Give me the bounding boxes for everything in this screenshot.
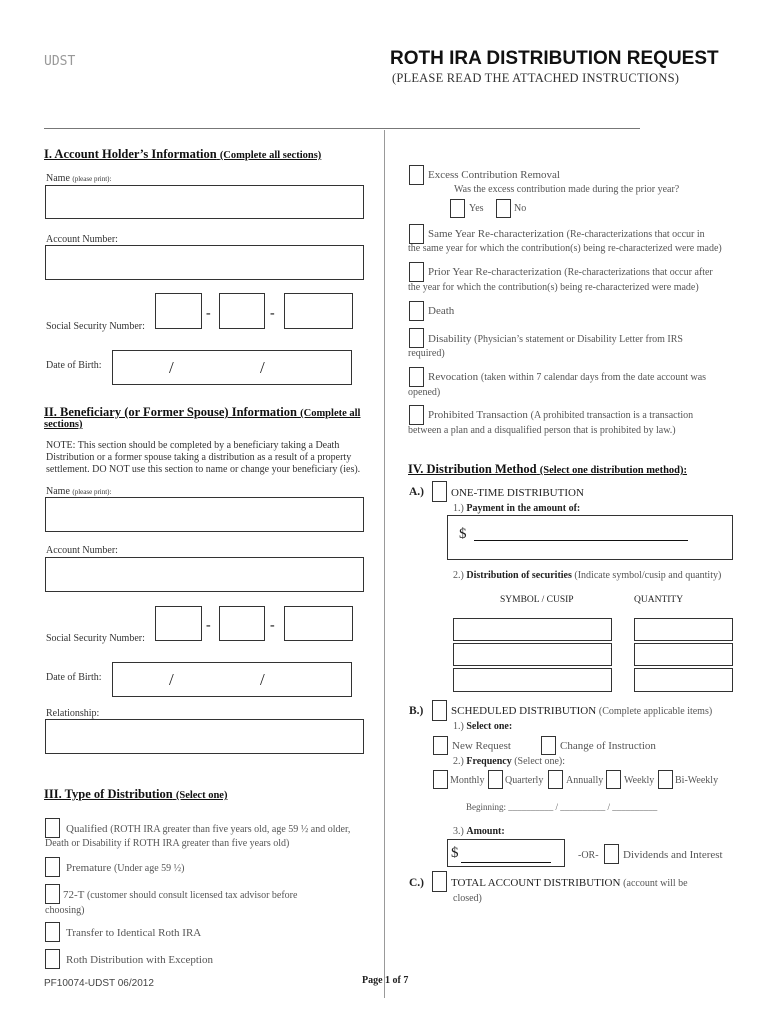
total-distribution-checkbox[interactable] <box>432 871 447 892</box>
biweekly-label: Bi-Weekly <box>675 775 719 786</box>
beneficiary-ssn-part1[interactable] <box>155 606 202 641</box>
holder-ssn-part3[interactable] <box>284 293 353 329</box>
beneficiary-dob-field[interactable]: / / <box>112 662 352 697</box>
transfer-label: Transfer to Identical Roth IRA <box>66 927 202 939</box>
form-id: PF10074-UDST 06/2012 <box>44 978 154 989</box>
name-label: Name (please print): <box>46 486 112 497</box>
section3-heading: III. Type of Distribution (Select one) <box>44 787 228 801</box>
form-code: UDST <box>44 54 76 69</box>
holder-ssn-part1[interactable] <box>155 293 202 329</box>
biweekly-checkbox[interactable] <box>658 770 673 789</box>
disability-label: Disability (Physician’s statement or Disability Letter from IRS <box>428 333 683 345</box>
exception-label: Roth Distribution with Exception <box>66 954 213 966</box>
death-label: Death <box>428 305 455 317</box>
symbol-field-1[interactable] <box>453 618 612 641</box>
dividends-label: Dividends and Interest <box>623 849 723 861</box>
yes-label: Yes <box>469 203 484 214</box>
amount-input[interactable] <box>462 843 552 863</box>
name-label: Name (please print): <box>46 173 112 184</box>
same-year-note: the same year for which the contribution(s) being re-characterized were made) <box>408 243 722 254</box>
symbol-field-2[interactable] <box>453 643 612 666</box>
payment-amount-input[interactable] <box>473 523 689 545</box>
account-number-label: Account Number: <box>46 234 118 245</box>
yes-checkbox[interactable] <box>450 199 465 218</box>
amount-box: $ <box>447 839 565 867</box>
section2-heading: II. Beneficiary (or Former Spouse) Information (Complete all <box>44 405 361 419</box>
annually-label: Annually <box>566 775 604 786</box>
holder-dob-field[interactable]: / / <box>112 350 352 385</box>
relationship-label: Relationship: <box>46 708 100 719</box>
excess-question: Was the excess contribution made during the prior year? <box>454 184 680 195</box>
section1-heading: I. Account Holder’s Information (Complete all sections) <box>44 147 322 161</box>
prohibited-note: between a plan and a disqualified person that is prohibited by law.) <box>408 425 676 436</box>
securities-label: 2.) Distribution of securities (Indicate symbol/cusip and quantity) <box>453 570 722 581</box>
column-divider <box>384 130 385 998</box>
section2-heading-cont: sections) <box>44 419 83 430</box>
disability-note: required) <box>408 348 445 359</box>
account-number-label: Account Number: <box>46 545 118 556</box>
monthly-label: Monthly <box>450 775 485 786</box>
relationship-field[interactable] <box>45 719 364 754</box>
symbol-header: SYMBOL / CUSIP <box>500 595 574 605</box>
monthly-checkbox[interactable] <box>433 770 448 789</box>
beneficiary-name-field[interactable] <box>45 497 364 532</box>
payment-amount-box: $ <box>447 515 733 560</box>
quarterly-label: Quarterly <box>505 775 544 786</box>
note-line: settlement. DO NOT use this section to name or change your beneficiary (ies). <box>46 464 361 475</box>
no-label: No <box>514 203 527 214</box>
disability-checkbox[interactable] <box>409 328 424 348</box>
72t-label: 72-T (customer should consult licensed tax advisor before <box>63 889 298 901</box>
total-distribution-label: TOTAL ACCOUNT DISTRIBUTION (account will be <box>451 877 688 889</box>
scheduled-label: SCHEDULED DISTRIBUTION (Complete applicable items) <box>451 705 713 717</box>
weekly-checkbox[interactable] <box>606 770 621 789</box>
page-title: ROTH IRA DISTRIBUTION REQUEST <box>390 48 719 69</box>
quantity-field-3[interactable] <box>634 668 733 692</box>
quantity-field-2[interactable] <box>634 643 733 666</box>
quarterly-checkbox[interactable] <box>488 770 503 789</box>
section4-heading: IV. Distribution Method (Select one distribution method): <box>408 462 688 476</box>
change-instruction-label: Change of Instruction <box>560 740 656 752</box>
payment-label: 1.) Payment in the amount of: <box>453 503 581 514</box>
frequency-label: 2.) Frequency (Select one): <box>453 756 566 767</box>
beneficiary-ssn-part3[interactable] <box>284 606 353 641</box>
note-line: Distribution or a former spouse taking a distribution as a result of a property <box>46 452 352 463</box>
prohibited-checkbox[interactable] <box>409 405 424 425</box>
ssn-dash: - <box>206 306 211 321</box>
qualified-checkbox[interactable] <box>45 818 60 838</box>
72t-note: choosing) <box>45 905 85 916</box>
prior-year-label: Prior Year Re-characterization (Re-characterizations that occur after <box>428 266 713 278</box>
same-year-checkbox[interactable] <box>409 224 424 244</box>
prior-year-checkbox[interactable] <box>409 262 424 282</box>
beneficiary-ssn-part2[interactable] <box>219 606 265 641</box>
qualified-label: Qualified (ROTH IRA greater than five years old, age 59 ½ and older, <box>66 823 351 835</box>
beneficiary-account-field[interactable] <box>45 557 364 592</box>
prohibited-label: Prohibited Transaction (A prohibited transaction is a transaction <box>428 409 694 421</box>
note-line: NOTE: This section should be completed by a beneficiary taking a Death <box>46 440 340 451</box>
change-instruction-checkbox[interactable] <box>541 736 556 755</box>
ssn-dash: - <box>206 618 211 633</box>
revocation-label: Revocation (taken within 7 calendar days from the date account was <box>428 371 707 383</box>
new-request-checkbox[interactable] <box>433 736 448 755</box>
transfer-checkbox[interactable] <box>45 922 60 942</box>
quantity-field-1[interactable] <box>634 618 733 641</box>
page-subtitle: (PLEASE READ THE ATTACHED INSTRUCTIONS) <box>392 71 680 85</box>
72t-checkbox[interactable] <box>45 884 60 904</box>
premature-checkbox[interactable] <box>45 857 60 877</box>
option-a-label: A.) <box>409 486 425 498</box>
select-label: 1.) Select one: <box>453 721 513 732</box>
revocation-note: opened) <box>408 387 441 398</box>
revocation-checkbox[interactable] <box>409 367 424 387</box>
ssn-dash: - <box>270 618 275 633</box>
or-label: -OR- <box>578 850 599 861</box>
death-checkbox[interactable] <box>409 301 424 321</box>
dob-label: Date of Birth: <box>46 672 102 683</box>
new-request-label: New Request <box>452 740 511 752</box>
dividends-checkbox[interactable] <box>604 844 619 864</box>
same-year-label: Same Year Re-characterization (Re-characterizations that occur in <box>428 228 705 240</box>
symbol-field-3[interactable] <box>453 668 612 692</box>
dob-label: Date of Birth: <box>46 360 102 371</box>
ssn-dash: - <box>270 306 275 321</box>
option-b-label: B.) <box>409 705 424 717</box>
total-distribution-note: closed) <box>453 893 482 904</box>
annually-checkbox[interactable] <box>548 770 563 789</box>
holder-ssn-part2[interactable] <box>219 293 265 329</box>
header-divider <box>44 128 640 129</box>
holder-account-field[interactable] <box>45 245 364 280</box>
no-checkbox[interactable] <box>496 199 511 218</box>
onetime-checkbox[interactable] <box>432 481 447 502</box>
excess-label: Excess Contribution Removal <box>428 169 560 181</box>
beginning-date[interactable]: Beginning: __________ / __________ / __________ <box>466 802 658 812</box>
amount-label: 3.) Amount: <box>453 826 505 837</box>
onetime-label: ONE-TIME DISTRIBUTION <box>451 487 584 499</box>
exception-checkbox[interactable] <box>45 949 60 969</box>
scheduled-checkbox[interactable] <box>432 700 447 721</box>
page-number: Page 1 of 7 <box>362 975 409 986</box>
quantity-header: QUANTITY <box>634 595 684 605</box>
ssn-label: Social Security Number: <box>46 321 145 332</box>
ssn-label: Social Security Number: <box>46 633 145 644</box>
holder-name-field[interactable] <box>45 185 364 219</box>
option-c-label: C.) <box>409 877 425 889</box>
qualified-note: Death or Disability if ROTH IRA greater than five years old) <box>45 838 290 849</box>
excess-checkbox[interactable] <box>409 165 424 185</box>
prior-year-note: the year for which the contribution(s) being re-characterized were made) <box>408 282 699 293</box>
premature-label: Premature (Under age 59 ½) <box>66 862 185 874</box>
weekly-label: Weekly <box>624 775 655 786</box>
